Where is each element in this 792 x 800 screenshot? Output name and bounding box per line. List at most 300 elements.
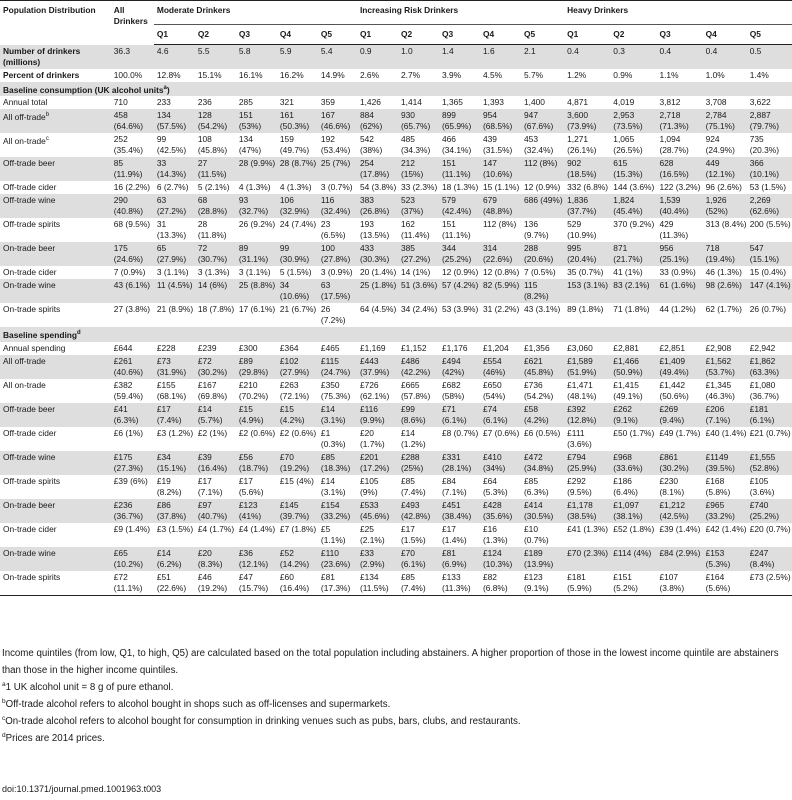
table-cell: 159 (49.7%) (279, 134, 310, 156)
table-row (0, 266, 792, 279)
table-cell: 5.7% (524, 69, 544, 80)
table-cell: 1,271 (26.1%) (567, 134, 597, 156)
table-cell: £14 (6.2%) (154, 547, 195, 571)
table-cell: 28 (11.8%) (197, 219, 227, 241)
table-cell: 2.6% (359, 69, 380, 80)
table-cell: £350 (75.3%) (320, 380, 351, 402)
table-row (0, 109, 792, 133)
table-cell: £201 (17.2%) (357, 451, 398, 475)
table-cell: £1,442 (50.6%) (659, 380, 689, 402)
table-cell: 68 (28.8%) (195, 194, 236, 218)
table-cell: £300 (238, 343, 258, 354)
table-cell: £1,862 (63.3%) (747, 355, 792, 379)
table-cell: 15.1% (197, 69, 222, 80)
table-cell: £17 (7.4%) (154, 403, 195, 427)
table-cell: 458 (64.6%) (111, 109, 154, 133)
table-cell: £72 (30.2%) (195, 355, 236, 379)
table-cell: 899 (65.9%) (439, 109, 480, 133)
table-cell: £533 (45.6%) (357, 499, 398, 523)
table-cell: £102 (27.9%) (277, 355, 318, 379)
table-cell: 0.4 (703, 45, 747, 69)
table-cell: 5 (1.5%) (279, 267, 312, 278)
table-cell: 902 (18.5%) (564, 157, 610, 181)
table-cell: 68 (9.5%) (113, 219, 151, 230)
table-cell: £181 (5.9%) (564, 571, 610, 596)
table-cell: £1 (0.3%) (320, 428, 346, 450)
table-cell: £81 (6.9%) (439, 547, 480, 571)
table-cell: 4 (1.3%) (238, 182, 271, 193)
quintile-header: Q2 (610, 25, 656, 45)
table-cell: 956 (25.1%) (656, 242, 702, 266)
row-label: Number of drinkers (millions) (0, 45, 111, 69)
table-cell: £4 (1.4%) (238, 524, 276, 535)
table-cell: £50 (1.7%) (613, 428, 655, 439)
table-cell: £36 (12.1%) (236, 547, 277, 571)
table-cell: 116 (32.4%) (318, 194, 357, 218)
table-cell: 89 (31.1%) (236, 242, 277, 266)
row-label: Percent of drinkers (3, 69, 80, 80)
table-cell: 542 (38%) (359, 134, 383, 156)
table-cell: £331 (28.1%) (439, 451, 480, 475)
table-cell: 65 (27.9%) (154, 242, 195, 266)
table-cell: £85 (6.3%) (524, 476, 549, 498)
footnote: $^b$Off-trade alcohol refers to alcohol bought in shops such as off-licenses and supermarkets. (2, 697, 391, 710)
table-cell: 51 (3.6%) (398, 279, 439, 303)
table-cell: £181 (6.1%) (747, 403, 792, 427)
table-cell: 151 (53%) (236, 109, 277, 133)
table-cell: 20 (1.4%) (359, 267, 397, 278)
table-cell: 108 (45.8%) (197, 134, 228, 156)
table-cell: 12 (0.9%) (441, 267, 479, 278)
table-cell: £1,345 (46.3%) (705, 380, 735, 402)
table-cell: 1.4% (749, 69, 769, 80)
table-cell: £1,212 (42.5%) (656, 499, 702, 523)
table-cell: £1,555 (52.8%) (747, 451, 792, 475)
table-cell: £2 (0.6%) (279, 428, 317, 439)
table-cell: £247 (8.4%) (747, 547, 792, 571)
table-cell: 151 (11.1%) (441, 219, 471, 241)
row-label: All on-trade (3, 380, 46, 391)
table-cell: £15 (4.2%) (277, 403, 318, 427)
table-cell: 2.1 (521, 45, 564, 69)
table-cell: £644 (113, 343, 133, 354)
table-cell: £10 (0.7%) (524, 524, 549, 546)
table-cell: 529 (10.9%) (567, 219, 597, 241)
table-cell: £107 (3.8%) (656, 571, 702, 596)
table-cell: £85 (18.3%) (318, 451, 357, 475)
table-cell: £650 (54%) (482, 380, 506, 402)
section-header-row (0, 82, 792, 97)
table-cell: £6 (0.5%) (524, 428, 561, 439)
table-cell: £21 (0.7%) (749, 428, 791, 439)
table-cell: 28 (8.7%) (277, 157, 318, 181)
table-cell: £52 (14.2%) (277, 547, 318, 571)
table-cell: £414 (30.5%) (521, 499, 564, 523)
table-cell: 628 (16.5%) (656, 157, 702, 181)
table-cell: 161 (50.3%) (277, 109, 318, 133)
table-row (0, 279, 792, 303)
table-cell: 1,539 (40.4%) (656, 194, 702, 218)
table-cell: £167 (69.8%) (197, 380, 228, 402)
table-cell: 0.9 (357, 45, 398, 69)
table-cell: 0.3 (610, 45, 656, 69)
table-row (0, 218, 792, 242)
row-label: Off-trade wine (0, 194, 111, 218)
doi-label: doi:10.1371/journal.pmed.1001963.t003 (2, 784, 162, 794)
table-cell: 26 (9.2%) (238, 219, 276, 230)
table-cell: 134 (57.5%) (154, 109, 195, 133)
footnote-marker: b (45, 112, 50, 119)
table-cell: £392 (12.8%) (564, 403, 610, 427)
table-cell: 5.5 (195, 45, 236, 69)
table-cell: £46 (19.2%) (195, 571, 236, 596)
table-cell: 718 (19.4%) (703, 242, 747, 266)
table-row (0, 475, 792, 499)
footnote-marker: a (163, 84, 167, 91)
table-cell: 314 (22.6%) (480, 242, 521, 266)
table-row (0, 303, 792, 327)
table-cell: £1149 (39.5%) (703, 451, 747, 475)
table-cell: 25 (1.8%) (357, 279, 398, 303)
table-cell: £2,881 (613, 343, 639, 354)
table-cell: 2,784 (75.1%) (703, 109, 747, 133)
table-cell: £71 (6.1%) (439, 403, 480, 427)
row-label: Off-trade cider (3, 428, 57, 439)
table-cell: 579 (42.4%) (439, 194, 480, 218)
table-cell: £155 (68.1%) (156, 380, 187, 402)
table-cell: £110 (23.6%) (318, 547, 357, 571)
table-cell: 100 (27.8%) (318, 242, 357, 266)
table-cell: 615 (15.3%) (610, 157, 656, 181)
table-cell: 147 (4.1%) (747, 279, 792, 303)
table-cell: 63 (27.2%) (154, 194, 195, 218)
table-cell: 1,065 (26.5%) (613, 134, 643, 156)
table-cell: 62 (1.7%) (705, 304, 742, 315)
table-cell: £6 (1%) (113, 428, 144, 439)
table-cell: £410 (34%) (480, 451, 521, 475)
table-cell: 4.5% (482, 69, 503, 80)
table-row (0, 342, 792, 355)
quintile-header: Q2 (195, 25, 236, 45)
table-cell: £39 (16.4%) (195, 451, 236, 475)
table-cell: £39 (1.4%) (659, 524, 701, 535)
table-cell: 46 (1.3%) (705, 267, 742, 278)
table-cell: 33 (0.9%) (659, 267, 696, 278)
table-cell: 7 (0.5%) (524, 267, 556, 278)
quintile-header: Q4 (480, 25, 521, 45)
table-cell: £2 (0.6%) (238, 428, 276, 439)
table-cell: £17 (1.4%) (441, 524, 467, 546)
table-cell: 1,094 (28.7%) (659, 134, 689, 156)
table-row (0, 451, 792, 475)
table-cell: £236 (36.7%) (111, 499, 154, 523)
table-row (0, 571, 792, 596)
quintile-header: Q5 (318, 25, 357, 45)
table-cell: 61 (1.6%) (656, 279, 702, 303)
table-cell: £2 (1%) (197, 428, 228, 439)
table-cell: £123 (41%) (236, 499, 277, 523)
table-cell: 43 (3.1%) (524, 304, 561, 315)
table-cell: 12 (0.8%) (482, 267, 520, 278)
table-row (0, 133, 792, 157)
table-cell: 14 (6%) (195, 279, 236, 303)
table-cell: £73 (2.5%) (747, 571, 792, 596)
table-cell: £486 (42.2%) (398, 355, 439, 379)
table-row (0, 427, 792, 451)
table-cell: 44 (1.2%) (659, 304, 696, 315)
row-label: Annual spending (3, 343, 66, 354)
table-cell: £73 (31.9%) (154, 355, 195, 379)
table-cell: 236 (197, 97, 212, 108)
table-cell: £1,178 (38.5%) (564, 499, 610, 523)
quintile-header: Q2 (398, 25, 439, 45)
table-row (0, 45, 792, 69)
quintile-header: Q1 (564, 25, 610, 45)
table-cell: 233 (156, 97, 171, 108)
table-cell: 43 (6.1%) (111, 279, 154, 303)
row-label: Off-trade beer (0, 157, 111, 181)
table-cell: £15 (4%) (279, 476, 314, 487)
table-cell: 1,365 (441, 97, 463, 108)
table-cell: £968 (33.6%) (610, 451, 656, 475)
table-cell: 25 (8.8%) (236, 279, 277, 303)
table-cell: £263 (72.1%) (279, 380, 310, 402)
table-footnotes (2, 645, 787, 747)
row-label: Off-trade spirits (3, 476, 61, 487)
table-cell: £41 (1.3%) (567, 524, 609, 535)
footnote: Income quintiles (from low, Q1, to high, Q5) are calculated based on the total population including abstainers. A higher proportion of those in the lowest income quintile are abstainers than those in the higher income quintiles. (2, 648, 779, 676)
table-cell: 128 (54.2%) (195, 109, 236, 133)
table-cell: £1,356 (524, 343, 550, 354)
table-cell: £239 (197, 343, 217, 354)
table-cell: £70 (19.2%) (277, 451, 318, 475)
table-cell: 98 (2.6%) (703, 279, 747, 303)
table-cell: £70 (2.3%) (564, 547, 610, 571)
table-cell: £85 (7.4%) (400, 476, 426, 498)
table-cell: 3 (0.7%) (320, 182, 353, 193)
table-cell: 71 (1.8%) (613, 304, 650, 315)
table-cell: 16 (2.2%) (113, 182, 151, 193)
table-cell: 433 (30.3%) (357, 242, 398, 266)
row-label: Off-trade wine (0, 451, 111, 475)
table-cell: 53 (3.9%) (441, 304, 479, 315)
table-cell: 3 (1.1%) (238, 267, 271, 278)
table-cell: 212 (15%) (398, 157, 439, 181)
header-heavy-drinkers: Heavy Drinkers (564, 1, 792, 25)
table-cell: £1,409 (49.4%) (656, 355, 702, 379)
table-cell: 1,400 (524, 97, 545, 108)
table-cell: £8 (0.7%) (441, 428, 479, 439)
table-cell: £1,152 (400, 343, 427, 354)
table-cell: £56 (18.7%) (236, 451, 277, 475)
table-cell: 82 (5.9%) (480, 279, 521, 303)
table-cell: 366 (10.1%) (747, 157, 792, 181)
table-cell: £465 (320, 343, 340, 354)
table-cell: 31 (2.2%) (482, 304, 520, 315)
table-cell: 4,871 (567, 97, 589, 108)
table-cell: £20 (8.3%) (195, 547, 236, 571)
quintile-header: Q3 (236, 25, 277, 45)
table-cell: £451 (38.4%) (439, 499, 480, 523)
row-label: On-trade cider (3, 524, 57, 535)
table-cell: £621 (45.8%) (521, 355, 564, 379)
table-cell: £84 (2.9%) (656, 547, 702, 571)
table-cell: 14.9% (320, 69, 345, 80)
table-cell: 11 (4.5%) (154, 279, 195, 303)
table-cell: 313 (8.4%) (705, 219, 747, 230)
table-cell: £14 (3.1%) (318, 403, 357, 427)
table-cell: £40 (1.4%) (705, 428, 747, 439)
table-cell: 485 (34.3%) (400, 134, 431, 156)
table-cell: 0.5 (747, 45, 792, 69)
table-cell: £116 (9.9%) (357, 403, 398, 427)
table-cell: £1,097 (38.1%) (610, 499, 656, 523)
row-label: Baseline consumption (UK alcohol units$^a$) (0, 82, 792, 97)
table-row (0, 157, 792, 181)
table-cell: 34 (10.6%) (277, 279, 318, 303)
table-row (0, 379, 792, 403)
table-cell: 28 (9.9%) (236, 157, 277, 181)
table-cell: 1,926 (52%) (703, 194, 747, 218)
table-cell: £133 (11.3%) (439, 571, 480, 596)
table-cell: 27 (11.5%) (195, 157, 236, 181)
table-cell: 89 (1.8%) (567, 304, 604, 315)
table-cell: 162 (11.4%) (400, 219, 430, 241)
table-body (0, 45, 792, 596)
table-cell: £1,589 (51.9%) (564, 355, 610, 379)
table-cell: 1.6 (480, 45, 521, 69)
table-cell: £1,176 (441, 343, 468, 354)
table-cell: 686 (49%) (521, 194, 564, 218)
table-cell: 41 (1%) (613, 267, 643, 278)
table-cell: 5.8 (236, 45, 277, 69)
table-cell: 31 (13.3%) (156, 219, 187, 241)
table-cell: £34 (15.1%) (154, 451, 195, 475)
table-cell: £49 (1.7%) (659, 428, 701, 439)
row-label: On-trade cider (3, 267, 57, 278)
table-cell: £134 (11.5%) (357, 571, 398, 596)
table-cell: 21 (8.9%) (156, 304, 194, 315)
quintile-header: Q5 (521, 25, 564, 45)
table-cell: 106 (32.9%) (277, 194, 318, 218)
table-cell: £1,471 (48.1%) (567, 380, 597, 402)
table-cell: 710 (113, 97, 128, 108)
table-row (0, 194, 792, 218)
table-cell: £4 (1.7%) (197, 524, 235, 535)
quintile-header: Q4 (277, 25, 318, 45)
table-cell: £228 (156, 343, 176, 354)
quintile-header: Q5 (747, 25, 792, 45)
table-cell: £15 (4.9%) (236, 403, 277, 427)
table-cell: 18 (1.3%) (441, 182, 479, 193)
table-cell: 96 (2.6%) (705, 182, 742, 193)
table-cell: 200 (5.5%) (749, 219, 791, 230)
table-cell: £42 (1.4%) (705, 524, 747, 535)
table-cell: £168 (5.8%) (705, 476, 731, 498)
table-cell: 344 (25.2%) (439, 242, 480, 266)
table-cell: £1,415 (49.1%) (613, 380, 643, 402)
table-cell: 1.0 (398, 45, 439, 69)
table-row (0, 96, 792, 109)
row-label: All on-trade$^c$ (3, 136, 49, 147)
table-cell: 6 (2.7%) (156, 182, 189, 193)
table-cell: £60 (16.4%) (277, 571, 318, 596)
table-cell: 85 (11.9%) (111, 157, 154, 181)
table-cell: £111 (3.6%) (567, 428, 592, 450)
table-cell: 53 (1.5%) (749, 182, 786, 193)
table-cell: 466 (34.1%) (441, 134, 472, 156)
table-cell: £123 (9.1%) (521, 571, 564, 596)
table-cell: 449 (12.1%) (703, 157, 747, 181)
table-cell: 54 (3.8%) (359, 182, 397, 193)
table-cell: £17 (1.5%) (400, 524, 426, 546)
table-row (0, 181, 792, 194)
table-cell: £861 (30.2%) (656, 451, 702, 475)
table-cell: £72 (11.1%) (111, 571, 154, 596)
table-cell: 36.3 (111, 45, 154, 69)
table-cell: £965 (33.2%) (703, 499, 747, 523)
table-cell: 370 (9.2%) (613, 219, 655, 230)
table-cell: £554 (46%) (480, 355, 521, 379)
table-cell: 252 (35.4%) (113, 134, 144, 156)
table-cell: 3,622 (749, 97, 771, 108)
table-cell: 383 (26.8%) (357, 194, 398, 218)
table-cell: 15 (0.4%) (749, 267, 786, 278)
table-cell: £124 (10.3%) (480, 547, 521, 571)
table-cell: 12.8% (156, 69, 181, 80)
table-cell: £7 (0.6%) (482, 428, 520, 439)
table-cell: £14 (3.1%) (320, 476, 346, 498)
table-cell: £206 (7.1%) (703, 403, 747, 427)
table-row (0, 547, 792, 571)
table-cell: 153 (3.1%) (564, 279, 610, 303)
table-cell: 136 (9.7%) (524, 219, 549, 241)
table-cell: £740 (25.2%) (747, 499, 792, 523)
row-label: Off-trade cider (3, 182, 57, 193)
table-cell: £7 (1.8%) (279, 524, 317, 535)
table-cell: 4 (1.3%) (279, 182, 312, 193)
header-population-distribution: Population Distribution (0, 1, 111, 45)
table-cell: 5.9 (277, 45, 318, 69)
table-cell: £20 (0.7%) (749, 524, 791, 535)
table-cell: 3,600 (73.9%) (564, 109, 610, 133)
table-row (0, 242, 792, 266)
quintile-header: Q1 (154, 25, 195, 45)
table-cell: 3,812 (659, 97, 681, 108)
table-cell: £428 (35.6%) (480, 499, 521, 523)
table-cell: 0.4 (656, 45, 702, 69)
footnote-marker: c (45, 136, 49, 143)
table-cell: £20 (1.7%) (359, 428, 385, 450)
table-cell: 995 (20.4%) (564, 242, 610, 266)
table-cell: £2,851 (659, 343, 686, 354)
table-cell: £70 (6.1%) (398, 547, 439, 571)
table-cell: £14 (5.7%) (195, 403, 236, 427)
table-cell: £153 (5.3%) (703, 547, 747, 571)
table-cell: 884 (62%) (357, 109, 398, 133)
table-cell: 4,019 (613, 97, 635, 108)
table-cell: 14 (1%) (400, 267, 431, 278)
table-cell: £17 (7.1%) (197, 476, 223, 498)
table-cell: 1.0% (705, 69, 725, 80)
header-moderate-drinkers: Moderate Drinkers (154, 1, 357, 25)
table-cell: £16 (1.3%) (482, 524, 508, 546)
table-cell: £25 (2.1%) (359, 524, 385, 546)
table-cell: 679 (48.8%) (480, 194, 521, 218)
table-row (0, 403, 792, 427)
table-cell: 35 (0.7%) (567, 267, 604, 278)
table-cell: £1,204 (482, 343, 509, 354)
